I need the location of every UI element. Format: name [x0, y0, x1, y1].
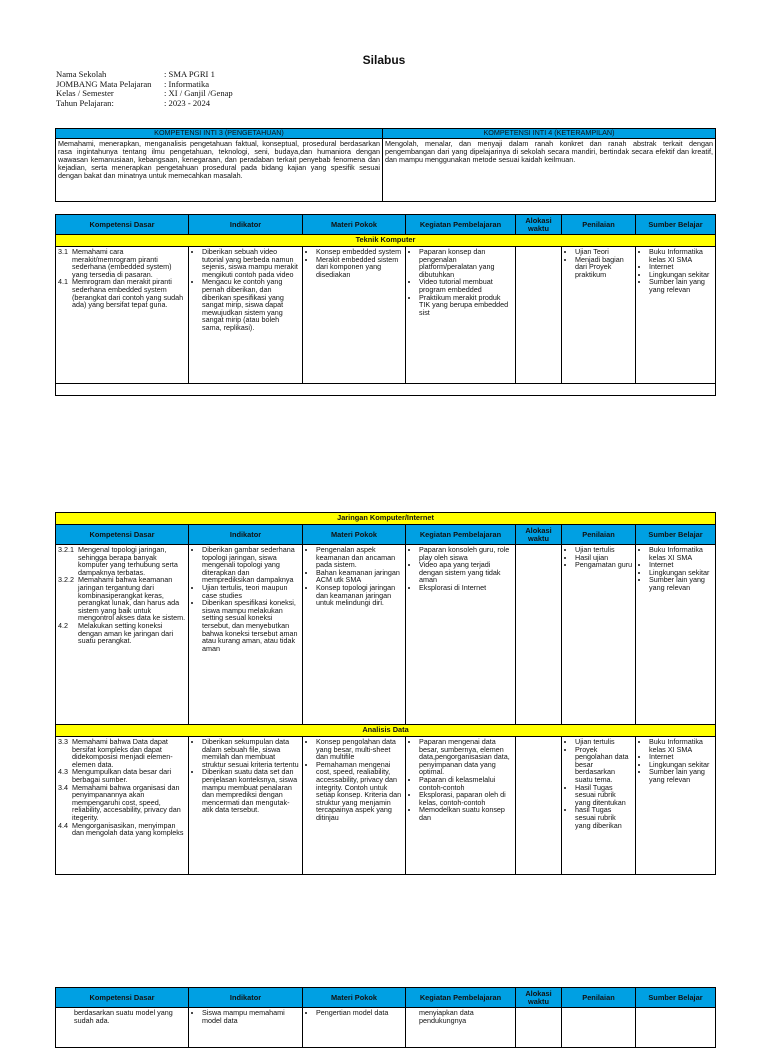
header-kegiatan: Kegiatan Pembelajaran	[406, 215, 516, 235]
info-value: : Informatika	[164, 78, 210, 89]
list-item: • Internet	[649, 561, 713, 569]
indikator-cell	[189, 737, 303, 875]
list-item: • Konsep pengolahan data yang besar, multi-sheet dan multifile	[316, 738, 403, 761]
ki4-text: Mengolah, menalar, dan menyaji dalam ranah konkret dan ranah abstrak terkait dengan pengembangan dari yang dipelajarinya di sekolah secara mandiri, bertindak secara efektif dan kreatif, dan mampu menggunakan metode sesuai kaidah keilmuan.	[383, 139, 716, 202]
penilaian-cell	[562, 737, 636, 875]
kegiatan-cell	[406, 545, 516, 725]
header-row	[56, 215, 716, 235]
section-band: Teknik Komputer	[56, 235, 716, 247]
list-item: • Hasil Tugas sesuai rubrik yang ditentukan	[575, 784, 633, 807]
list-item: • Sumber lain yang yang relevan	[649, 768, 713, 783]
header-sumber: Sumber Belajar	[636, 525, 716, 545]
materi-cell	[303, 1008, 406, 1048]
list-item: • Paparan mengenai data besar, sumbernya, elemen data,pengorganisasian data, penyimpanan data yang optimal.	[419, 738, 513, 776]
kd-item: 3.4 Memahami bahwa organisasi dan penyimpanannya akan mempengaruhi cost, speed, reliability, accesability, privacy dan itegerity.	[58, 782, 181, 822]
indikator-cell	[189, 1008, 303, 1048]
header-kegiatan: Kegiatan Pembelajaran	[406, 525, 516, 545]
list-item: • Ujian tertulis	[575, 546, 633, 554]
header-penilaian: Penilaian	[562, 215, 636, 235]
header-alokasi: Alokasi waktu	[516, 215, 562, 235]
header-kompetensi-dasar: Kompetensi Dasar	[56, 215, 189, 235]
list-item: • Lingkungan sekitar	[649, 271, 713, 279]
document-title: Silabus	[362, 53, 406, 67]
info-key: JOMBANG Mata Pelajaran	[56, 78, 152, 89]
syllabus-table-3	[55, 987, 716, 1048]
header-kegiatan: Kegiatan Pembelajaran	[406, 988, 516, 1008]
list-item: • Internet	[649, 263, 713, 271]
kegiatan-cell	[406, 247, 516, 384]
table-row	[56, 545, 716, 725]
list-item: • Praktikum merakit produk TIK yang berupa embedded sist	[419, 294, 513, 317]
alokasi-cell	[516, 1008, 562, 1048]
materi-cell	[303, 737, 406, 875]
list-item: • Buku Informatika kelas XI SMA	[649, 546, 713, 561]
list-item: • Memodelkan suatu konsep dan	[419, 806, 513, 821]
list-item: • Buku Informatika kelas XI SMA	[649, 248, 713, 263]
kd-item: 4.3 Mengumpulkan data besar dari berbagai sumber.	[58, 767, 172, 784]
list-item: • Paparan di kelasmelalui contoh-contoh	[419, 776, 513, 791]
list-item: • Diberikan spesifikasi koneksi, siswa mampu melakukan setting sesual koneksi tersebut, dan menyebutkan bahwa koneksi tersebut aman atau kurang aman, atau tidak aman	[202, 599, 300, 652]
sumber-cell	[636, 545, 716, 725]
sumber-cell	[636, 247, 716, 384]
info-value: : 2023 - 2024	[164, 97, 211, 108]
penilaian-cell	[562, 247, 636, 384]
kd-item: 3.1 Memahami cara merakit/memrogram piranti sederhana (embedded system) yang tersedia di pasaran.	[58, 247, 172, 279]
header-kompetensi-dasar: Kompetensi Dasar	[56, 525, 189, 545]
table-row	[56, 1008, 716, 1048]
list-item: • Sumber lain yang yang relevan	[649, 278, 713, 293]
header-kompetensi-dasar: Kompetensi Dasar	[56, 988, 189, 1008]
alokasi-cell	[516, 545, 562, 725]
kd-item: 3.2.1 Mengenal topologi jaringan, sehingga berapa banyak komputer yang terhubung serta dampaknya terbatas.	[58, 545, 178, 577]
section-band: Jaringan Komputer/Internet	[56, 513, 716, 525]
list-item: • Mengacu ke contoh yang pernah diberikan, dan diberikan spesifikasi yang sangat mirip, siswa dapat mewujudkan sistem yang sangat mirip (atau boleh sama, replikasi).	[202, 278, 300, 331]
ki3-text: Memahami, menerapkan, menganalisis pengetahuan faktual, konseptual, prosedural berdasarkan rasa ingintahunya tentang ilmu pengetahuan, teknologi, seni, budaya,dan humaniora dengan wawasan kemanusiaan, kebangsaan, kenegaraan, dan peradaban terkait penyebab fenomena dan kejadian, serta menerapkan pengetahuan prosedural pada bidang kajian yang spesifik sesuai dengan bakat dan minatnya untuk memecahkan masalah.	[56, 139, 383, 202]
kegiatan-cell: menyiapkan data pendukungnya	[406, 1008, 516, 1048]
section-band: Analisis Data	[56, 725, 716, 737]
header-row	[56, 988, 716, 1008]
list-item: • Paparan konsoleh guru, role play oleh siswa	[419, 546, 513, 561]
info-value: : SMA PGRI 1	[164, 69, 215, 79]
school-info	[56, 70, 233, 108]
penilaian-cell	[562, 1008, 636, 1048]
list-item: • Pemahaman mengenai cost, speed, realiability, accessability, privacy dan integrity. Contoh untuk setiap konsep. Kriteria dan struktur yang menjamin tercapainya aspek yang ditinjau	[316, 761, 403, 822]
ki4-header: KOMPETENSI INTI 4 (KETERAMPILAN)	[383, 129, 716, 139]
empty-row	[56, 384, 716, 396]
list-item: • Bahan keamanan jaringan ACM utk SMA	[316, 569, 403, 584]
kd-item: 4.1 Memrogram dan merakit piranti sederhana embedded system (berangkat dari contoh yang sudah ada) yang bersifat tepat guna.	[58, 277, 184, 310]
list-item: • Ujian tertulis, teori maupun case studies	[202, 584, 300, 599]
header-penilaian: Penilaian	[562, 525, 636, 545]
table-row	[56, 737, 716, 875]
list-item: • Menjadi bagian dari Proyek praktikum	[575, 256, 633, 279]
list-item: • Diberikan gambar sederhana topologi jaringan, siswa mengenali topologi yang diterapkan dan memprediksikan dampaknya	[202, 546, 300, 584]
header-sumber: Sumber Belajar	[636, 988, 716, 1008]
materi-cell	[303, 247, 406, 384]
kd-item: 3.2.2 Memahami bahwa keamanan jaringan tergantung dari kombinasiperangkat keras, perangkat lunak, dan harus ada sistem yang baik untuk mengontrol akses data ke sistem.	[58, 575, 186, 623]
penilaian-cell	[562, 545, 636, 725]
kd-item: 4.4 Mengorganisasikan, menyimpan dan mengolah data yang kompleks	[58, 820, 184, 838]
list-item: • Eksplorasi di Internet	[419, 584, 513, 592]
header-materi-pokok: Materi Pokok	[303, 525, 406, 545]
list-item: • Sumber lain yang yang relevan	[649, 576, 713, 591]
list-item: • Pengamatan guru	[575, 561, 633, 569]
sumber-cell	[636, 1008, 716, 1048]
alokasi-cell	[516, 247, 562, 384]
syllabus-table-1	[55, 214, 716, 396]
alokasi-cell	[516, 737, 562, 875]
header-materi-pokok: Materi Pokok	[303, 988, 406, 1008]
header-row	[56, 525, 716, 545]
indikator-cell	[189, 247, 303, 384]
kd-cell	[56, 247, 189, 384]
info-key: Kelas / Semester	[56, 88, 114, 99]
info-key: Nama Sekolah	[56, 69, 107, 79]
header-penilaian: Penilaian	[562, 988, 636, 1008]
kd-cell	[56, 737, 189, 875]
ki3-header: KOMPETENSI INTI 3 (PENGETAHUAN)	[56, 129, 383, 139]
header-materi-pokok: Materi Pokok	[303, 215, 406, 235]
table-row	[56, 247, 716, 384]
list-item: • Video tutorial membuat program embedded	[419, 278, 513, 293]
list-item: • Proyek pengolahan data besar berdasarkan suatu tema.	[575, 746, 633, 784]
kd-item: 3.3 Memahami bahwa Data dapat bersifat kompleks dan dapat didekomposisi menjadi elemen-elemen data.	[58, 737, 173, 769]
list-item: • Pengenalan aspek keamanan dan ancaman pada sistem.	[316, 546, 403, 569]
info-value: : XI / Ganjil /Genap	[164, 88, 233, 99]
list-item: • Hasil ujian	[575, 554, 633, 562]
sumber-cell	[636, 737, 716, 875]
header-indikator: Indikator	[189, 525, 303, 545]
list-item: • Konsep embedded system	[316, 248, 403, 256]
list-item: • Buku Informatika kelas XI SMA	[649, 738, 713, 753]
list-item: • Konsep topologi jaringan dan keamanan jaringan untuk melindungi diri.	[316, 584, 403, 607]
list-item: • Ujian tertulis	[575, 738, 633, 746]
info-key: Tahun Pelajaran:	[56, 97, 114, 108]
list-item: • Internet	[649, 753, 713, 761]
list-item: • Ujian Teori	[575, 248, 633, 256]
header-sumber: Sumber Belajar	[636, 215, 716, 235]
core-competence-table	[55, 128, 716, 202]
syllabus-table-2	[55, 512, 716, 875]
kd-cell	[56, 545, 189, 725]
header-alokasi: Alokasi waktu	[516, 988, 562, 1008]
list-item: • Pengertian model data	[316, 1009, 403, 1017]
list-item: • Diberikan sekumpulan data dalam sebuah file, siswa memilah dan membuat struktur sesuai kriteria tertentu	[202, 738, 300, 768]
list-item: • Paparan konsep dan pengenalan platform/peralatan yang dibutuhkan	[419, 248, 513, 278]
list-item: • Video apa yang terjadi dengan sistem yang tidak aman	[419, 561, 513, 584]
list-item: • hasil Tugas sesuai rubrik yang diberikan	[575, 806, 633, 829]
kegiatan-cell	[406, 737, 516, 875]
header-alokasi: Alokasi waktu	[516, 525, 562, 545]
materi-cell	[303, 545, 406, 725]
kd-item: 4.2 Melakukan setting koneksi dengan aman ke jaringan dari suatu perangkat.	[58, 620, 174, 646]
list-item: • Diberikan suatu data set dan penjelasan konteksnya, siswa mampu membuat penalaran dan memprediksi dengan mencermati dan mengutak-atik data tersebut.	[202, 768, 300, 814]
list-item: • Eksplorasi, paparan oleh di kelas, contoh-contoh	[419, 791, 513, 806]
list-item: • Lingkungan sekitar	[649, 761, 713, 769]
header-indikator: Indikator	[189, 988, 303, 1008]
kd-cell: berdasarkan suatu model yang sudah ada.	[56, 1008, 189, 1048]
header-indikator: Indikator	[189, 215, 303, 235]
list-item: • Diberikan sebuah video tutorial yang berbeda namun sejenis, siswa mampu merakit mengikuti contoh pada video	[202, 248, 300, 278]
list-item: • Lingkungan sekitar	[649, 569, 713, 577]
indikator-cell	[189, 545, 303, 725]
list-item: • Merakit embedded sistem dari komponen yang disediakan	[316, 256, 403, 279]
list-item: • Siswa mampu memahami model data	[202, 1009, 300, 1024]
